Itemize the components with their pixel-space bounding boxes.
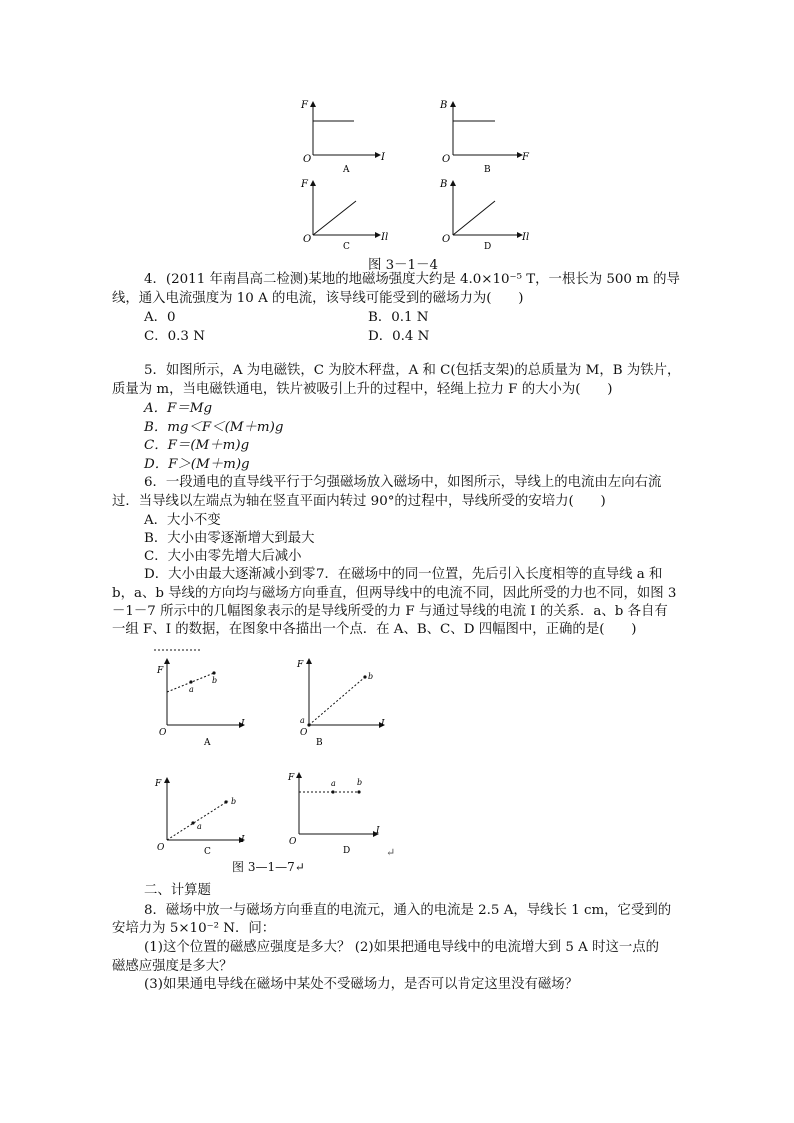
q8-sub1-cont: 磁感应强度是多大？ [112, 959, 233, 974]
fig317-b-origin: O [300, 728, 308, 738]
fig314-d-id: D [484, 242, 492, 252]
fig317-a-point-a [189, 680, 192, 683]
fig317-d-origin: O [289, 837, 297, 847]
fig317-b-id: B [316, 738, 323, 748]
fig317-a-label-b: b [212, 676, 218, 685]
q4-option-b: B．0.1 N [368, 310, 429, 325]
q4-option-c: C．0.3 N [144, 329, 205, 344]
fig314-panel-c [300, 179, 388, 252]
q4-option-a: A．0 [144, 310, 176, 325]
fig317-a-id: A [204, 738, 211, 748]
q6-line1: 6．一段通电的直导线平行于匀强磁场放入磁场中，如图所示，导线上的电流由左向右流 [144, 475, 662, 490]
q5-option-c: C．F＝(M＋m)g [144, 438, 250, 453]
fig317-c-id: C [204, 847, 211, 856]
fig314-c-id: C [343, 242, 350, 252]
figure-3-1-7 [140, 646, 410, 856]
fig314-c-origin: O [303, 234, 312, 245]
fig317-d-ylabel: F [288, 773, 295, 783]
q4-option-d: D．0.4 N [368, 329, 430, 344]
q5-option-d: D．F＞(M＋m)g [144, 457, 250, 472]
fig314-d-xlabel: Il [522, 232, 530, 243]
fig317-panel-b [296, 659, 385, 748]
q7-line1-tail: 7．在磁场中的同一位置，先后引入长度相等的直导线 a 和 [316, 567, 663, 582]
fig317-a-label-a: a [189, 685, 194, 694]
q6-option-c: C．大小由零先增大后减小 [144, 549, 302, 564]
fig317-d-point-a [331, 790, 334, 793]
fig314-a-origin: O [303, 154, 312, 165]
q6-line2: 过．当导线以左端点为轴在竖直平面内转过 90°的过程中，导线所受的安培力( ) [112, 494, 606, 509]
q7-line2: b，a、b 导线的方向均与磁场方向垂直，但两导线中的电流不同，因此所受的力也不同，如图 3 [112, 586, 677, 601]
fig314-d-ylabel: B [440, 179, 448, 190]
fig314-a-xlabel: I [381, 152, 385, 163]
fig314-panel-b [439, 100, 530, 175]
q8-line2: 安培力为 5×10⁻² N．问： [112, 921, 276, 936]
fig317-b-xlabel: I [381, 719, 385, 729]
fig317-panel-c [154, 778, 245, 856]
fig314-c-ylabel: F [301, 179, 308, 190]
fig317-b-ylabel: F [297, 660, 304, 670]
fig314-d-origin: O [442, 234, 451, 245]
fig314-b-id: B [484, 165, 491, 175]
fig314-b-ylabel: B [440, 100, 448, 111]
fig317-c-xlabel: I [241, 835, 245, 845]
fig317-b-point-b [363, 675, 366, 678]
q8-sub1: (1)这个位置的磁感应强度是多大？ (2)如果把通电导线中的电流增大到 5 A 时这一点的 [144, 940, 660, 955]
q8-line1: 8．磁场中放一与磁场方向垂直的电流元，通入的电流是 2.5 A，导线长 1 cm，它受到的 [144, 903, 672, 918]
q6-option-b: B．大小由零逐渐增大到最大 [144, 531, 315, 546]
fig317-b-label-b: b [368, 672, 374, 681]
fig317-d-point-b [357, 790, 360, 793]
fig317-caption: 图 3—1—7↵ [232, 860, 305, 874]
q6-option-d: D．大小由最大逐渐减小到零 [144, 567, 316, 582]
fig317-a-xlabel: I [241, 719, 245, 729]
fig314-a-id: A [343, 165, 350, 175]
q5-option-b: B．mg＜F＜(M＋m)g [144, 420, 284, 435]
fig317-b-point-a [307, 723, 310, 726]
fig314-c-xlabel: Il [381, 232, 389, 243]
fig314-caption: 图 3－1－4 [368, 258, 438, 273]
fig317-d-label-b: b [357, 778, 363, 787]
fig317-a-point-b [212, 671, 215, 674]
fig317-d-label-a: a [331, 779, 336, 788]
q5-line1: 5．如图所示，A 为电磁铁，C 为胶木秤盘，A 和 C(包括支架)的总质量为 M，B 为铁片， [144, 363, 681, 378]
fig317-c-origin: O [157, 843, 165, 853]
fig317-a-ylabel: F [157, 666, 164, 676]
fig317-d-xlabel: I [376, 826, 380, 836]
fig317-d-id: D [343, 846, 351, 856]
fig317-c-point-a [191, 821, 194, 824]
q7-line4: 一组 F、I 的数据，在图象中各描出一个点．在 A、B、C、D 四幅图中，正确的是( ) [112, 622, 637, 637]
fig317-a-origin: O [159, 728, 167, 738]
fig317-panel-d [287, 773, 380, 856]
fig314-a-ylabel: F [301, 100, 308, 111]
section2-heading: 二、计算题 [144, 883, 211, 898]
figure-3-1-4 [280, 92, 540, 252]
fig317-c-label-b: b [231, 797, 237, 806]
q7-line3: －1－7 所示中的几幅图象表示的是导线所受的力 F 与通过导线的电流 I 的关系．a、b 各自有 [112, 604, 668, 619]
fig314-panel-a [300, 100, 386, 175]
fig317-c-ylabel: F [155, 779, 162, 789]
fig314-b-origin: O [442, 154, 451, 165]
q6-option-a: A．大小不变 [144, 513, 221, 528]
q4-line2: 线，通入电流强度为 10 A 的电流，该导线可能受到的磁场力为( ) [112, 291, 524, 306]
fig314-b-xlabel: F [522, 152, 529, 163]
fig317-panel-a [156, 659, 245, 748]
fig317-c-point-b [224, 800, 227, 803]
fig317-c-label-a: a [197, 822, 202, 831]
q8-sub3: (3)如果通电导线在磁场中某处不受磁场力，是否可以肯定这里没有磁场？ [144, 977, 579, 992]
q5-option-a: A．F＝Mg [144, 401, 213, 416]
fig317-return-mark: ↵ [386, 846, 396, 859]
fig317-b-label-a: a [300, 716, 305, 725]
q5-line2: 质量为 m，当电磁铁通电，铁片被吸引上升的过程中，轻绳上拉力 F 的大小为( ) [112, 382, 613, 397]
fig314-panel-d [439, 179, 529, 252]
q4-line1: 4．(2011 年南昌高二检测)某地的地磁场强度大约是 4.0×10⁻⁵ T，一根长为 500 m 的导 [144, 272, 680, 287]
